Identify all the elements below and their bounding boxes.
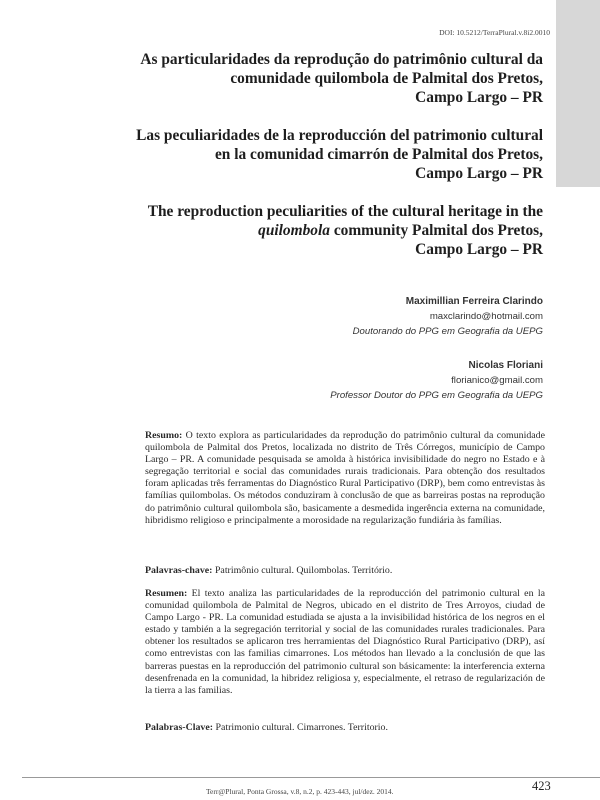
title-en-line bbox=[80, 221, 543, 240]
resumo-text: O texto explora as particularidades da reprodução do patrimônio cultural da comunidade quilombola de Palmital dos Pretos, localizada no distrito de Três Córregos, município de Campo Largo – PR. A comunidade pesquisada se amolda à histórica invisibilidade do negro no Estado e à segregação territorial e social das comunidades rurais tradicionais. Para obtenção dos resultados foram aplicadas três ferramentas do Diagnóstico Rural Participativo (DRP), bem como entrevistas às famílias quilombolas. Os métodos conduziram à conclusão de que as barreiras postas na reprodução do patrimônio cultural quilombola são, basicamente a desmedida ingerência externa na comunidade, hibridismo religioso e principalmente a morosidade na regularização fundiária às famílias. bbox=[145, 430, 545, 526]
title-en-line: The reproduction peculiarities of the cultural heritage in the bbox=[147, 203, 543, 220]
author-email: maxclarindo@hotmail.com bbox=[429, 311, 543, 322]
title-english bbox=[80, 202, 543, 259]
resumen-paragraph bbox=[145, 588, 545, 697]
title-en-italic-word: quilombola bbox=[258, 222, 330, 239]
title-en-line: Campo Largo – PR bbox=[415, 241, 543, 258]
title-en-line-rest: community Palmital dos Pretos, bbox=[329, 222, 543, 239]
doi-text: DOI: 10.5212/TerraPlural.v.8i2.0010 bbox=[439, 28, 550, 37]
palavras-chave-label: Palavras-chave: bbox=[145, 565, 213, 576]
keywords-pt bbox=[145, 565, 545, 577]
title-es-line: Las peculiaridades de la reproducción del patrimonio cultural bbox=[136, 127, 543, 144]
title-pt-line: Campo Largo – PR bbox=[415, 89, 543, 106]
palavras-chave-text: Patrimônio cultural. Quilombolas. Território. bbox=[212, 565, 393, 576]
keywords-es bbox=[145, 722, 545, 734]
resumo-paragraph bbox=[145, 430, 545, 527]
title-pt-line: As particularidades da reprodução do patrimônio cultural da bbox=[140, 51, 543, 68]
author-name: Nicolas Floriani bbox=[468, 360, 543, 371]
title-block bbox=[80, 50, 543, 278]
resumo-label: Resumo: bbox=[145, 430, 183, 441]
author-affiliation: Doutorando do PPG em Geografia da UEPG bbox=[352, 326, 543, 337]
resumen-text: El texto analiza las particularidades de la reproducción del patrimonio cultural en la comunidad quilombola de Palmital de Negros, ubicado en el distrito de Tres Arroyos, ciudad de Campo Largo - PR. La comunidad estudiada se ajusta a la invisibilidad histórica de los negros en el estado y también a la segregación territorial y social de las comunidades rurales tradicionales. Para obtener los resultados se aplicaron tres herramientas del Diagnóstico Rural Participativo (DRP), así como entrevistas con las familias cimarrones. Los métodos han llevado a la conclusión de que las barreras puestas en la reproducción del patrimonio cultural son básicamente: la interferencia externa desenfrenada en la comunidad, la hibridez religiosa y, especialmente, el retraso de regularización de la tierra a las familias. bbox=[145, 588, 545, 696]
author-email: florianico@gmail.com bbox=[451, 375, 543, 386]
page-number: 423 bbox=[532, 779, 551, 793]
title-spanish bbox=[80, 126, 543, 183]
grey-side-tab bbox=[556, 0, 600, 187]
title-pt-line: comunidade quilombola de Palmital dos Pretos, bbox=[230, 70, 543, 87]
title-portuguese bbox=[80, 50, 543, 107]
author-2 bbox=[330, 358, 543, 403]
footer-divider bbox=[22, 777, 600, 778]
title-es-line: Campo Largo – PR bbox=[415, 165, 543, 182]
palabras-clave-label: Palabras-Clave: bbox=[145, 722, 214, 733]
palabras-clave-text: Patrimonio cultural. Cimarrones. Territorio. bbox=[213, 722, 388, 733]
author-1 bbox=[353, 294, 543, 339]
author-affiliation: Professor Doutor do PPG em Geografia da UEPG bbox=[330, 390, 543, 401]
footer-citation: Terr@Plural, Ponta Grossa, v.8, n.2, p. 423-443, jul/dez. 2014. bbox=[206, 787, 394, 796]
resumen-label: Resumen: bbox=[145, 588, 188, 599]
title-es-line: en la comunidad cimarrón de Palmital dos Pretos, bbox=[214, 146, 543, 163]
author-name: Maximillian Ferreira Clarindo bbox=[405, 296, 543, 307]
